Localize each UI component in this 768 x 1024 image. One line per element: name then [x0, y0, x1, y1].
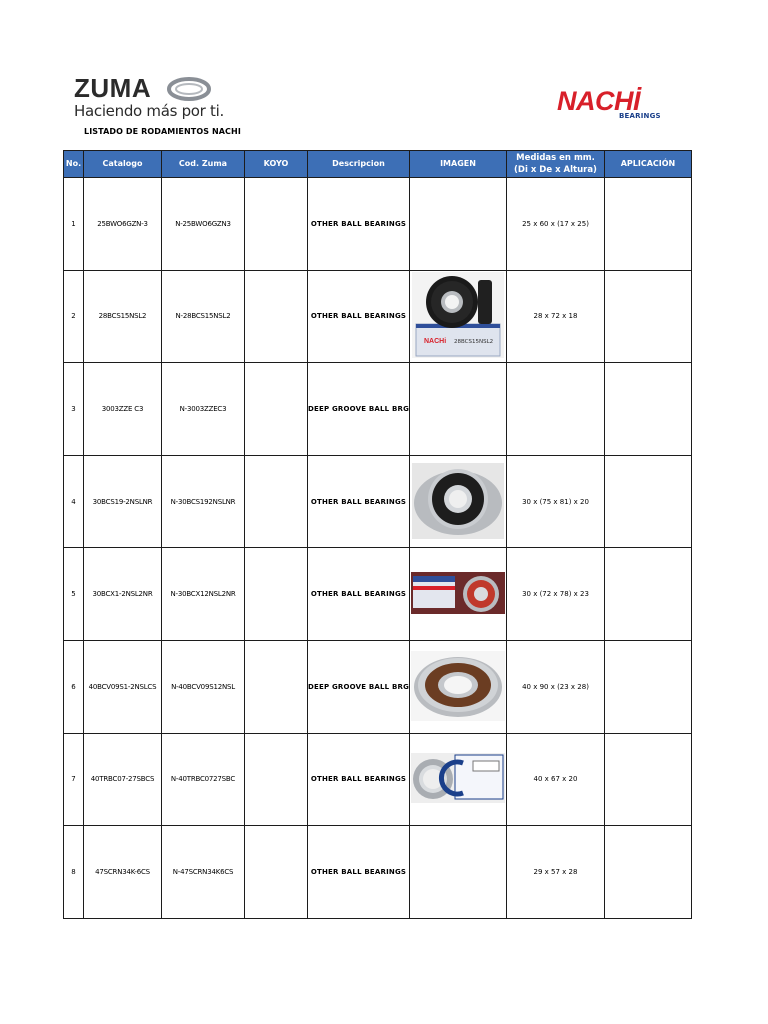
- col-header-cod-zuma: Cod. Zuma: [162, 151, 245, 178]
- cell-koyo: [245, 548, 308, 641]
- cell-aplicacion: [605, 640, 692, 733]
- svg-text:NACHi: NACHi: [424, 338, 447, 346]
- cell-koyo: [245, 733, 308, 826]
- cell-descripcion: OTHER BALL BEARINGS: [308, 455, 410, 548]
- cell-imagen: [410, 640, 507, 733]
- cell-medidas: 40 x 90 x (23 x 28): [507, 640, 605, 733]
- cell-catalogo: 3003ZZE C3: [84, 363, 162, 456]
- cell-cod-zuma: N-3003ZZEC3: [162, 363, 245, 456]
- cell-descripcion: OTHER BALL BEARINGS: [308, 270, 410, 363]
- cell-aplicacion: [605, 363, 692, 456]
- cell-imagen: [410, 178, 507, 271]
- bearing-with-box-photo: [412, 272, 504, 358]
- col-header-aplicacion: APLICACIÓN: [605, 151, 692, 178]
- brown-seal-bearing-photo: [411, 651, 505, 721]
- cell-medidas: 29 x 57 x 28: [507, 826, 605, 919]
- cell-cod-zuma: N-25BWO6GZN3: [162, 178, 245, 271]
- table-row: [64, 826, 692, 919]
- cell-no: 7: [64, 733, 84, 826]
- cell-cod-zuma: N-28BCS15NSL2: [162, 270, 245, 363]
- table-row: [64, 455, 692, 548]
- col-header-catalogo: Catalogo: [84, 151, 162, 178]
- cell-no: 8: [64, 826, 84, 919]
- cell-descripcion: DEEP GROOVE BALL BRG: [308, 363, 410, 456]
- cell-imagen: [410, 548, 507, 641]
- cell-descripcion: OTHER BALL BEARINGS: [308, 826, 410, 919]
- bearing-ring-icon: [167, 77, 211, 101]
- medidas-line-2: (Di x De x Altura): [514, 165, 597, 175]
- cell-koyo: [245, 455, 308, 548]
- box-label: 28BCS15NSL2: [454, 339, 494, 346]
- col-header-descripcion: Descripcion: [308, 151, 410, 178]
- cell-cod-zuma: N-47SCRN34K6CS: [162, 826, 245, 919]
- zuma-logo: [72, 73, 224, 124]
- nachi-brand-name: NACHİ: [557, 86, 640, 116]
- cell-no: 2: [64, 270, 84, 363]
- cell-catalogo: 40TRBC07-27SBCS: [84, 733, 162, 826]
- cell-cod-zuma: N-30BCS192NSLNR: [162, 455, 245, 548]
- cell-aplicacion: [605, 455, 692, 548]
- nachi-logo: [557, 86, 672, 126]
- cell-descripcion: OTHER BALL BEARINGS: [308, 733, 410, 826]
- cell-imagen: [410, 455, 507, 548]
- cell-no: 4: [64, 455, 84, 548]
- table-header-row: [64, 151, 692, 178]
- cell-imagen: [410, 826, 507, 919]
- cell-descripcion: OTHER BALL BEARINGS: [308, 178, 410, 271]
- cell-cod-zuma: N-40BCV09S12NSL: [162, 640, 245, 733]
- cell-koyo: [245, 826, 308, 919]
- cell-cod-zuma: N-40TRBC0727SBC: [162, 733, 245, 826]
- cell-medidas: 25 x 60 x (17 x 25): [507, 178, 605, 271]
- cell-medidas: 28 x 72 x 18: [507, 270, 605, 363]
- cell-imagen: [410, 270, 507, 363]
- table-row: [64, 270, 692, 363]
- document-title: LISTADO DE RODAMIENTOS NACHI: [84, 127, 241, 136]
- cell-cod-zuma: N-30BCX12NSL2NR: [162, 548, 245, 641]
- cell-catalogo: 25BWO6GZN-3: [84, 178, 162, 271]
- cell-catalogo: 30BCX1-2NSL2NR: [84, 548, 162, 641]
- medidas-line-1: Medidas en mm.: [516, 153, 595, 163]
- cell-koyo: [245, 178, 308, 271]
- cell-aplicacion: [605, 826, 692, 919]
- bearing-and-box-photo: [411, 753, 505, 803]
- cell-aplicacion: [605, 270, 692, 363]
- zuma-slogan: Haciendo más por ti.: [74, 102, 224, 120]
- cell-catalogo: 40BCV09S1-2NSLCS: [84, 640, 162, 733]
- cell-aplicacion: [605, 548, 692, 641]
- cell-no: 5: [64, 548, 84, 641]
- cell-catalogo: 47SCRN34K-6CS: [84, 826, 162, 919]
- cell-medidas: 40 x 67 x 20: [507, 733, 605, 826]
- nachi-bearings-label: BEARINGS: [619, 112, 661, 120]
- cell-koyo: [245, 270, 308, 363]
- cell-catalogo: 28BCS15NSL2: [84, 270, 162, 363]
- col-header-imagen: IMAGEN: [410, 151, 507, 178]
- table-row: [64, 363, 692, 456]
- cell-aplicacion: [605, 733, 692, 826]
- col-header-koyo: KOYO: [245, 151, 308, 178]
- bearing-pair-photo: [411, 572, 505, 614]
- cell-imagen: [410, 733, 507, 826]
- cell-descripcion: OTHER BALL BEARINGS: [308, 548, 410, 641]
- cell-koyo: [245, 363, 308, 456]
- cell-medidas: 30 x (72 x 78) x 23: [507, 548, 605, 641]
- cell-imagen: [410, 363, 507, 456]
- cell-koyo: [245, 640, 308, 733]
- cell-no: 1: [64, 178, 84, 271]
- cell-no: 3: [64, 363, 84, 456]
- sealed-bearing-photo: [412, 463, 504, 539]
- cell-descripcion: DEEP GROOVE BALL BRG: [308, 640, 410, 733]
- cell-medidas: [507, 363, 605, 456]
- table-row: [64, 178, 692, 271]
- table-row: [64, 733, 692, 826]
- cell-catalogo: 30BCS19-2NSLNR: [84, 455, 162, 548]
- table-row: [64, 640, 692, 733]
- cell-aplicacion: [605, 178, 692, 271]
- cell-medidas: 30 x (75 x 81) x 20: [507, 455, 605, 548]
- zuma-brand-name: ZUMA: [74, 73, 152, 103]
- col-header-medidas: [507, 151, 605, 178]
- table-row: [64, 548, 692, 641]
- col-header-no: No.: [64, 151, 84, 178]
- cell-no: 6: [64, 640, 84, 733]
- bearings-table: [63, 150, 692, 919]
